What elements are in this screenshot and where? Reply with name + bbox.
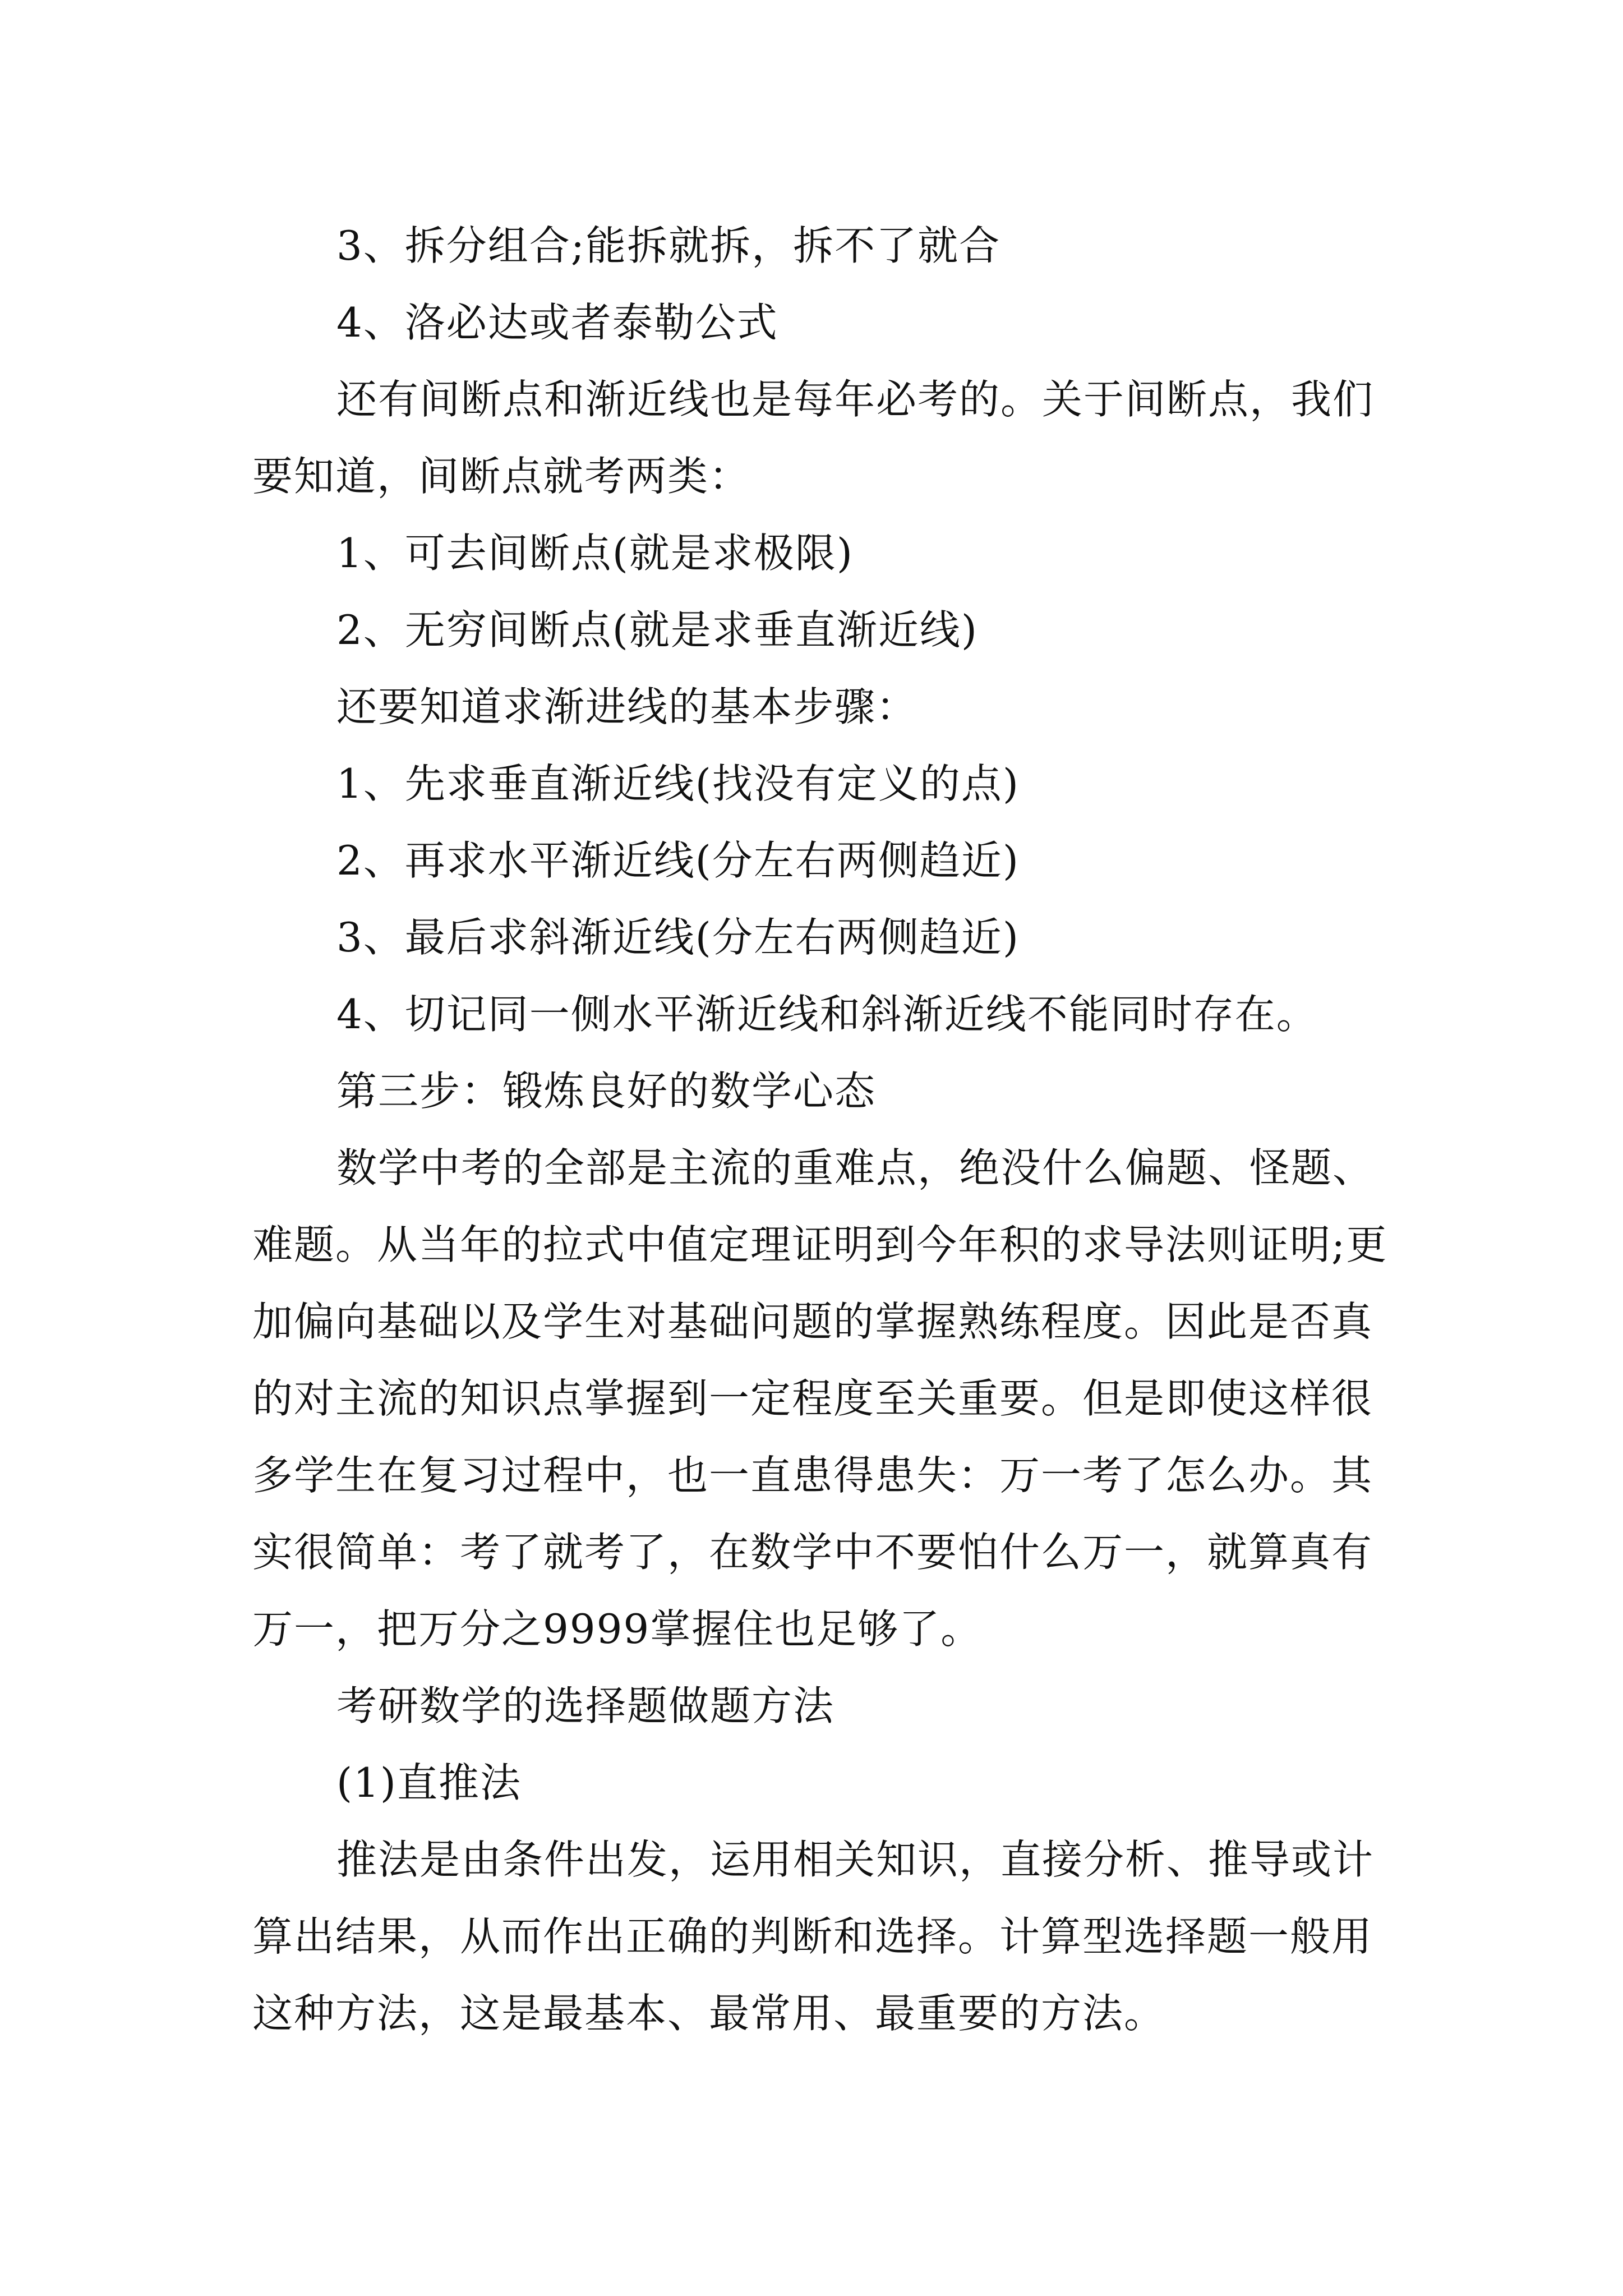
paragraph-infinite-discontinuity: 2、无穷间断点(就是求垂直渐近线) xyxy=(336,606,978,654)
subheading-direct-method: (1)直推法 xyxy=(336,1759,522,1806)
paragraph-step-lhopital-taylor: 4、洛必达或者泰勒公式 xyxy=(336,299,778,346)
paragraph-horizontal-asymptote: 2、再求水平渐近线(分左右两侧趋近) xyxy=(336,837,1020,884)
section-heading-choice-methods: 考研数学的选择题做题方法 xyxy=(336,1682,835,1729)
paragraph-asymptote-steps-intro: 还要知道求渐进线的基本步骤： xyxy=(336,683,918,730)
paragraph-step-split-combine: 3、拆分组合;能拆就拆，拆不了就合 xyxy=(336,222,1001,269)
paragraph-direct-method: 推法是由条件出发，运用相关知识，直接分析、推导或计算出结果，从而作出正确的判断和选择。计算型选择题一般用这种方法，这是最基本、最常用、最重要的方法。 xyxy=(252,1836,1375,2037)
paragraph-math-mindset: 数学中考的全部是主流的重难点，绝没什么偏题、怪题、难题。从当年的拉式中值定理证明到今年积的求导法则证明;更加偏向基础以及学生对基础问题的掌握熟练程度。因此是否真的对主流的知识点掌握到一定程度至关重要。但是即使这样很多学生在复习过程中，也一直患得患失：万一考了怎么办。其实很简单：考了就考了，在数学中不要怕什么万一，就算真有万一，把万分之9999掌握住也足够了。 xyxy=(252,1144,1388,1653)
paragraph-oblique-asymptote: 3、最后求斜渐近线(分左右两侧趋近) xyxy=(336,914,1020,961)
paragraph-removable-discontinuity: 1、可去间断点(就是求极限) xyxy=(336,530,854,577)
document-body xyxy=(252,208,1391,2052)
paragraph-vertical-asymptote: 1、先求垂直渐近线(找没有定义的点) xyxy=(336,760,1020,807)
paragraph-asymptote-note: 4、切记同一侧水平渐近线和斜渐近线不能同时存在。 xyxy=(336,991,1318,1038)
paragraph-discontinuity-intro: 还有间断点和渐近线也是每年必考的。关于间断点，我们要知道，间断点就考两类： xyxy=(252,376,1375,500)
section-heading-step-three: 第三步：锻炼良好的数学心态 xyxy=(336,1068,877,1115)
